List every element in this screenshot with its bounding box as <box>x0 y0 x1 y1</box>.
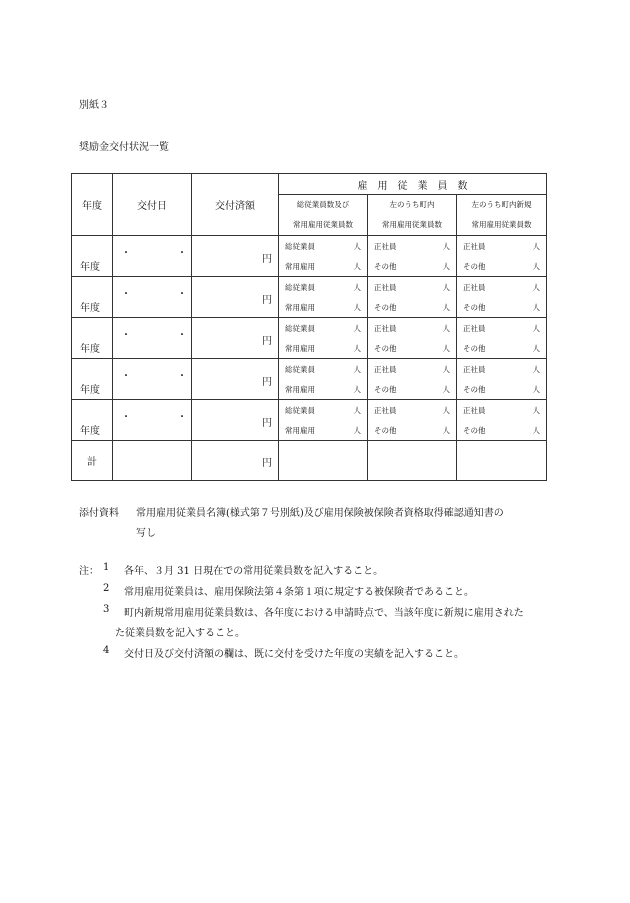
row-amount-cell <box>192 400 279 441</box>
table-row <box>72 359 547 400</box>
row-new-cell <box>457 400 547 441</box>
row-year-cell <box>72 400 113 441</box>
row-unit: 人 <box>353 343 361 353</box>
row-year: 年度 <box>80 303 100 314</box>
row-year-cell <box>72 236 113 277</box>
row-unit: 人 <box>353 405 361 415</box>
row-unit: 人 <box>532 425 540 435</box>
header-total-line1: 総従業員数及び <box>296 200 350 209</box>
row-new-cell <box>457 277 547 318</box>
header-total-col <box>279 195 368 236</box>
row-new-cell <box>457 359 547 400</box>
header-new-col <box>457 195 547 236</box>
row-a1: 総従業員 <box>285 282 315 292</box>
row-unit: 人 <box>442 364 450 374</box>
row-unit: 人 <box>442 282 450 292</box>
header-year: 年度 <box>72 174 113 236</box>
row-c2: その他 <box>463 261 486 271</box>
row-unit: 人 <box>442 261 450 271</box>
row-total-cell <box>279 359 368 400</box>
row-b1: 正社員 <box>374 282 397 292</box>
header-amount: 交付済額 <box>192 174 279 236</box>
row-a1: 総従業員 <box>285 405 315 415</box>
total-empty-cell <box>279 441 368 481</box>
table-row <box>72 236 547 277</box>
attached-label: 添付資料 <box>79 508 119 519</box>
row-year-cell <box>72 359 113 400</box>
row-town-cell <box>368 277 457 318</box>
total-amount-cell <box>192 441 279 481</box>
row-b1: 正社員 <box>374 241 397 251</box>
row-b2: その他 <box>374 343 397 353</box>
row-c1: 正社員 <box>463 405 486 415</box>
row-unit: 人 <box>353 302 361 312</box>
row-date-cell <box>113 400 205 441</box>
total-empty-cell <box>457 441 547 481</box>
total-empty-cell <box>368 441 457 481</box>
row-b2: その他 <box>374 384 397 394</box>
note-1-number: 1 <box>103 562 110 573</box>
row-unit: 人 <box>353 425 361 435</box>
row-total-cell <box>279 318 368 359</box>
row-amount-cell <box>192 236 279 277</box>
header-date: 交付日 <box>113 174 192 236</box>
row-unit: 人 <box>442 405 450 415</box>
total-yen: 円 <box>262 458 272 469</box>
row-b1: 正社員 <box>374 364 397 374</box>
row-unit: 人 <box>442 425 450 435</box>
row-a2: 常用雇用 <box>285 343 315 353</box>
row-total-cell <box>279 236 368 277</box>
note-3-number: 3 <box>103 604 110 615</box>
row-c2: その他 <box>463 302 486 312</box>
row-town-cell <box>368 359 457 400</box>
row-unit: 人 <box>442 384 450 394</box>
total-row <box>72 441 547 481</box>
row-a2: 常用雇用 <box>285 384 315 394</box>
header-employees-group: 雇 用 従 業 員 数 <box>279 174 547 195</box>
table-row <box>72 318 547 359</box>
row-b2: その他 <box>374 425 397 435</box>
row-yen: 円 <box>262 336 272 347</box>
row-a2: 常用雇用 <box>285 302 315 312</box>
row-date-cell <box>113 318 205 359</box>
row-unit: 人 <box>353 364 361 374</box>
table-row <box>72 277 547 318</box>
row-town-cell <box>368 236 457 277</box>
row-unit: 人 <box>532 384 540 394</box>
row-date-cell <box>113 236 205 277</box>
row-date: ・ ・ <box>121 412 205 423</box>
row-b1: 正社員 <box>374 323 397 333</box>
row-unit: 人 <box>353 241 361 251</box>
row-total-cell <box>279 277 368 318</box>
header-town-col <box>368 195 457 236</box>
row-unit: 人 <box>532 302 540 312</box>
row-a1: 総従業員 <box>285 323 315 333</box>
row-yen: 円 <box>262 295 272 306</box>
row-date: ・ ・ <box>121 330 205 341</box>
row-amount-cell <box>192 318 279 359</box>
row-c2: その他 <box>463 384 486 394</box>
row-c2: その他 <box>463 343 486 353</box>
row-a1: 総従業員 <box>285 364 315 374</box>
row-new-cell <box>457 318 547 359</box>
attachment-label: 別紙３ <box>79 100 109 111</box>
attached-text-line1: 常用雇用従業員名簿(様式第７号別紙)及び雇用保険被保険者資格取得確認通知書の <box>136 508 504 519</box>
row-unit: 人 <box>532 241 540 251</box>
row-a1: 総従業員 <box>285 241 315 251</box>
note-4-number: 4 <box>103 645 110 656</box>
row-c1: 正社員 <box>463 364 486 374</box>
row-town-cell <box>368 318 457 359</box>
header-total-line2: 常用雇用従業員数 <box>293 220 353 229</box>
row-unit: 人 <box>353 323 361 333</box>
note-1-text: 各年、３月 31 日現在での常用従業員数を記入すること。 <box>124 566 384 577</box>
note-2-text: 常用雇用従業員は、雇用保険法第４条第１項に規定する被保険者であること。 <box>124 587 474 598</box>
row-amount-cell <box>192 277 279 318</box>
header-new-line2: 常用雇用従業員数 <box>471 220 532 229</box>
row-year: 年度 <box>80 344 100 355</box>
row-year-cell <box>72 277 113 318</box>
row-unit: 人 <box>442 241 450 251</box>
note-4-text: 交付日及び交付済額の欄は、既に交付を受けた年度の実績を記入すること。 <box>124 649 464 660</box>
row-c1: 正社員 <box>463 323 486 333</box>
row-b2: その他 <box>374 302 397 312</box>
row-b1: 正社員 <box>374 405 397 415</box>
row-unit: 人 <box>532 282 540 292</box>
row-year: 年度 <box>80 262 100 273</box>
notes-label: 注： <box>79 566 99 577</box>
row-town-cell <box>368 400 457 441</box>
row-unit: 人 <box>532 343 540 353</box>
row-date: ・ ・ <box>121 289 205 300</box>
row-new-cell <box>457 236 547 277</box>
attached-text-line2: 写し <box>136 528 156 539</box>
row-a2: 常用雇用 <box>285 261 315 271</box>
row-unit: 人 <box>442 343 450 353</box>
table-row <box>72 400 547 441</box>
row-yen: 円 <box>262 254 272 265</box>
grant-status-table <box>71 173 547 481</box>
doc-title: 奨励金交付状況一覧 <box>79 142 169 153</box>
note-2-number: 2 <box>103 583 110 594</box>
row-unit: 人 <box>532 323 540 333</box>
row-c2: その他 <box>463 425 486 435</box>
row-c1: 正社員 <box>463 282 486 292</box>
header-town-line1: 左のうち町内 <box>389 200 435 209</box>
header-new-line1: 左のうち町内新規 <box>471 200 532 209</box>
row-unit: 人 <box>442 302 450 312</box>
row-year-cell <box>72 318 113 359</box>
total-date-cell <box>113 441 192 481</box>
note-3-text-line2: た従業員数を記入すること。 <box>115 628 245 639</box>
row-unit: 人 <box>532 405 540 415</box>
row-amount-cell <box>192 359 279 400</box>
row-yen: 円 <box>262 377 272 388</box>
row-date-cell <box>113 359 205 400</box>
row-total-cell <box>279 400 368 441</box>
row-year: 年度 <box>80 385 100 396</box>
row-date: ・ ・ <box>121 248 205 259</box>
row-yen: 円 <box>262 418 272 429</box>
row-unit: 人 <box>532 364 540 374</box>
header-town-line2: 常用雇用従業員数 <box>382 220 442 229</box>
row-unit: 人 <box>532 261 540 271</box>
row-unit: 人 <box>353 384 361 394</box>
row-b2: その他 <box>374 261 397 271</box>
row-a2: 常用雇用 <box>285 425 315 435</box>
row-date: ・ ・ <box>121 371 205 382</box>
row-c1: 正社員 <box>463 241 486 251</box>
row-unit: 人 <box>353 282 361 292</box>
row-unit: 人 <box>353 261 361 271</box>
total-label: 計 <box>72 441 113 481</box>
row-date-cell <box>113 277 205 318</box>
row-unit: 人 <box>442 323 450 333</box>
row-year: 年度 <box>80 426 100 437</box>
note-3-text-line1: 町内新規常用雇用従業員数は、各年度における申請時点で、当該年度に新規に雇用された <box>124 608 524 619</box>
